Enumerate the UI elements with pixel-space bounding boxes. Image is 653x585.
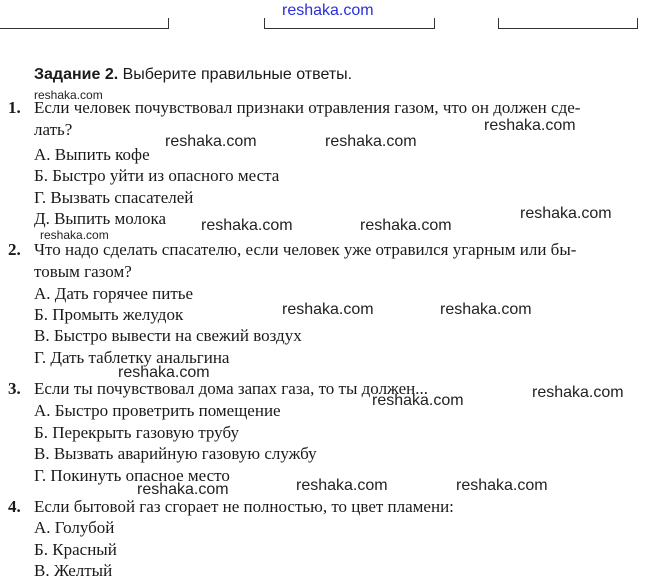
watermark: reshaka.com xyxy=(520,205,612,222)
top-rule-middle-tick-left xyxy=(264,18,265,29)
watermark: reshaka.com xyxy=(118,364,210,381)
watermark-top: reshaka.com xyxy=(282,2,374,19)
answer-option: В. Быстро вывести на свежий воздух xyxy=(34,326,302,345)
question-text-line: лать? xyxy=(34,120,73,139)
answer-option: Д. Выпить молока xyxy=(34,209,167,228)
top-rule-middle xyxy=(264,28,434,29)
answer-option: Б. Красный xyxy=(34,540,117,559)
watermark: reshaka.com xyxy=(34,88,103,102)
task-label: Задание 2. xyxy=(34,66,119,83)
answer-option: В. Желтый xyxy=(34,561,113,580)
question-text-line: Если ты почувствовал дома запах газа, то ты должен... xyxy=(34,379,428,398)
top-rule-left xyxy=(0,28,168,29)
watermark: reshaka.com xyxy=(360,217,452,234)
question-number: 2. xyxy=(8,240,21,259)
answer-option: В. Вызвать аварийную газовую службу xyxy=(34,444,317,463)
watermark: reshaka.com xyxy=(165,133,257,150)
watermark: reshaka.com xyxy=(532,384,624,401)
question-number: 1. xyxy=(8,98,21,117)
watermark: reshaka.com xyxy=(456,477,548,494)
answer-option: Б. Перекрыть газовую трубу xyxy=(34,423,239,442)
watermark: reshaka.com xyxy=(201,217,293,234)
answer-option: Г. Вызвать спасателей xyxy=(34,188,194,207)
question-text-line: Если бытовой газ сгорает не полностью, то цвет пламени: xyxy=(34,497,454,516)
watermark: reshaka.com xyxy=(484,117,576,134)
question-number: 3. xyxy=(8,379,21,398)
watermark: reshaka.com xyxy=(325,133,417,150)
watermark: reshaka.com xyxy=(137,481,229,498)
top-rule-middle-tick-right xyxy=(434,18,435,29)
watermark: reshaka.com xyxy=(40,228,109,242)
top-rule-right-tick-end xyxy=(637,18,638,29)
watermark: reshaka.com xyxy=(296,477,388,494)
watermark: reshaka.com xyxy=(440,301,532,318)
answer-option: Б. Промыть желудок xyxy=(34,305,184,324)
question-text-line: Что надо сделать спасателю, если человек уже отравился угарным или бы- xyxy=(34,240,577,259)
answer-option: А. Быстро проветрить помещение xyxy=(34,401,281,420)
answer-option: А. Голубой xyxy=(34,518,115,537)
top-rule-right-tick xyxy=(498,18,499,29)
answer-option: Б. Быстро уйти из опасного места xyxy=(34,166,280,185)
question-text-line: Если человек почувствовал признаки отравления газом, что он должен сде- xyxy=(34,98,581,117)
watermark: reshaka.com xyxy=(282,301,374,318)
top-rule-right xyxy=(498,28,638,29)
top-rule-left-tick xyxy=(168,18,169,29)
question-text-line: товым газом? xyxy=(34,262,132,281)
answer-option: А. Выпить кофе xyxy=(34,145,150,164)
watermark: reshaka.com xyxy=(372,392,464,409)
answer-option: Г. Покинуть опасное место xyxy=(34,466,230,485)
answer-option: А. Дать горячее питье xyxy=(34,284,194,303)
task-instruction: Выберите правильные ответы. xyxy=(122,66,353,83)
task-header xyxy=(34,66,352,84)
question-number: 4. xyxy=(8,497,21,516)
answer-option: Г. Дать таблетку анальгина xyxy=(34,348,230,367)
